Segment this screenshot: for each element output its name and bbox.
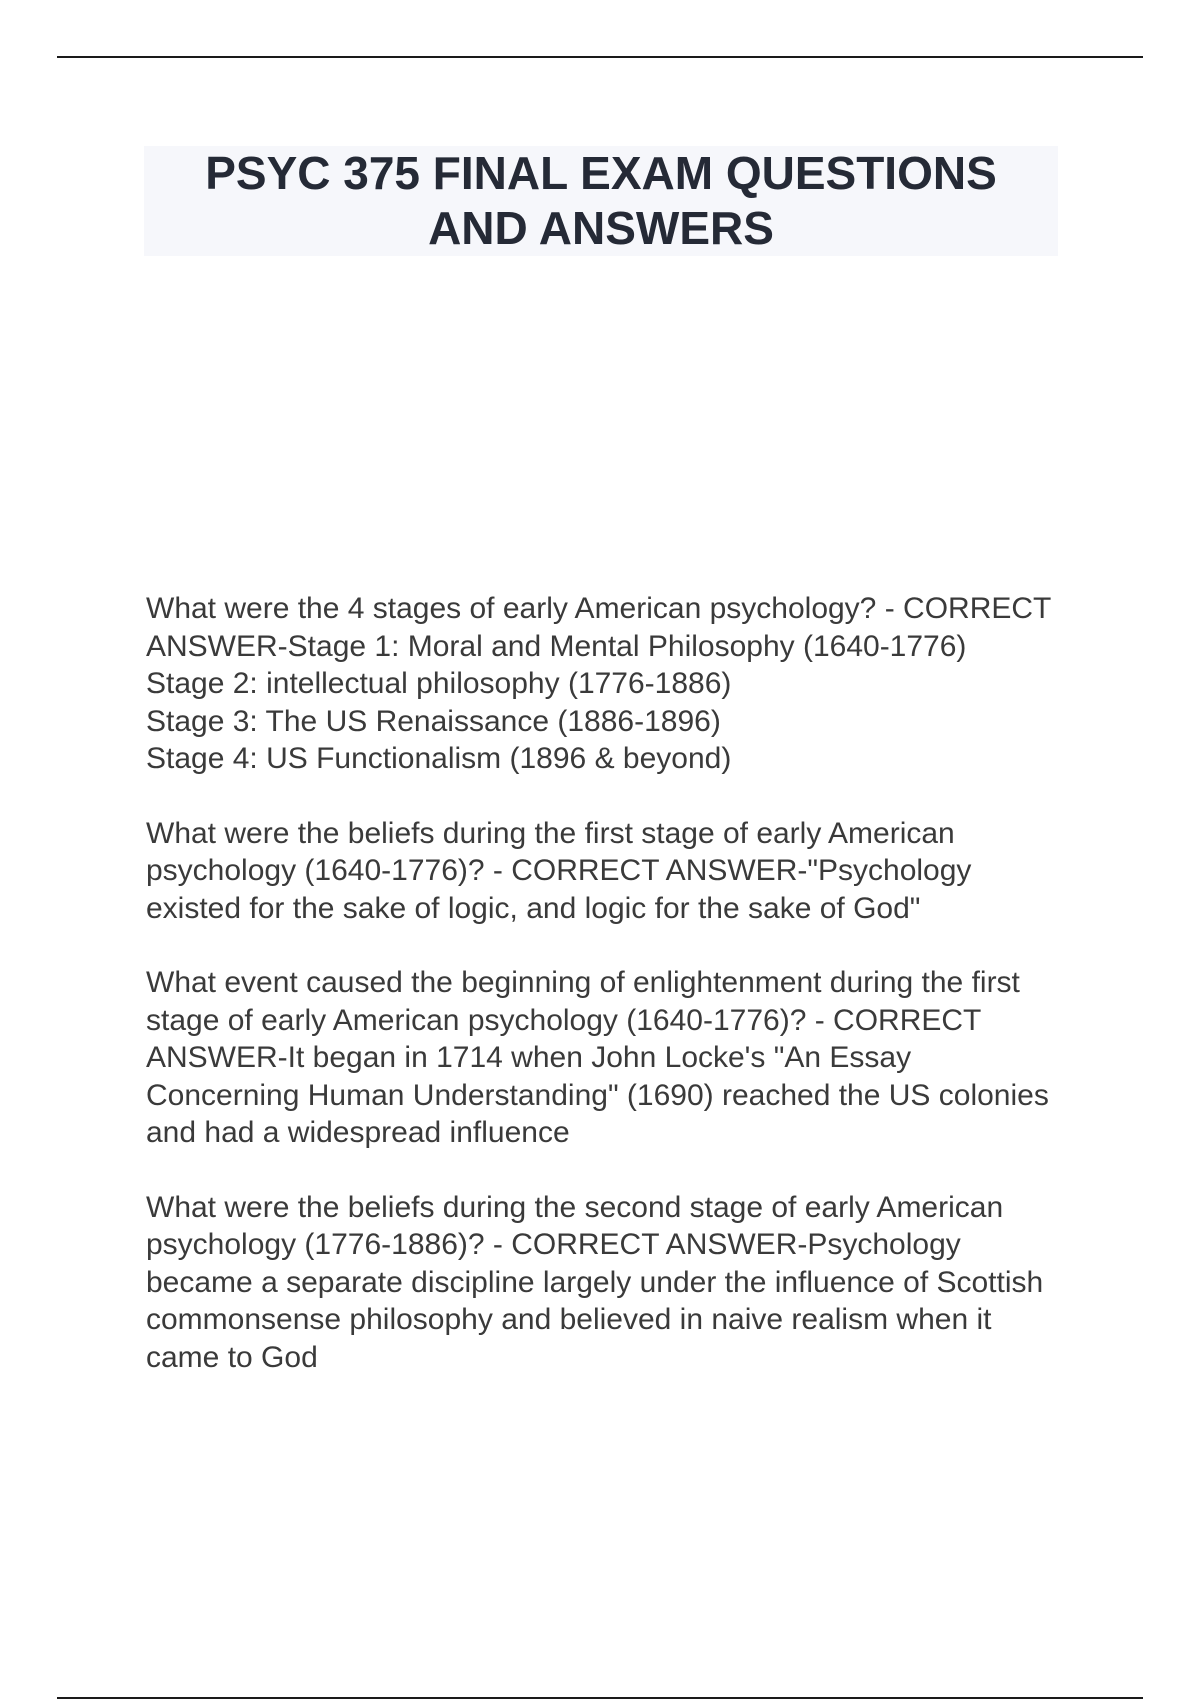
qa-entry-text: What were the beliefs during the second stage of early American psychology (1776-1886)? - CORRECT ANSWER-Psychology became a separate discipline largely under the influence of Scottish commonsense philosophy and believed in naive realism when it came to God [146,1190,1044,1374]
qa-entry-text: What event caused the beginning of enlightenment during the first stage of early American psychology (1640-1776)? - CORRECT ANSWER-It began in 1714 when John Locke's "An Essay Concerning Human Understanding" (1690) reached the US colonies and had a widespread influence [146,966,1049,1149]
bottom-rule [57,1697,1143,1699]
qa-entry-text: What were the 4 stages of early American psychology? - CORRECT ANSWER-Stage 1: Moral and Mental Philosophy (1640-1776) Stage 2: intellectual philosophy (1776-1886) Stage 3: The US Renaissance (1886-1896) Stage 4: US Functionalism (1896 & beyond) [146,592,1051,775]
qa-entry [146,590,1066,778]
qa-entry [146,964,1066,1152]
qa-entry [146,815,1066,928]
title-banner [144,146,1058,256]
top-rule [57,56,1143,58]
qa-entry-text: What were the beliefs during the first stage of early American psychology (1640-1776)? - CORRECT ANSWER-"Psychology existed for the sake of logic, and logic for the sake of God" [146,816,972,925]
qa-list [146,590,1066,1413]
document-title: PSYC 375 FINAL EXAM QUESTIONS AND ANSWERS [205,147,997,254]
qa-entry [146,1189,1066,1377]
